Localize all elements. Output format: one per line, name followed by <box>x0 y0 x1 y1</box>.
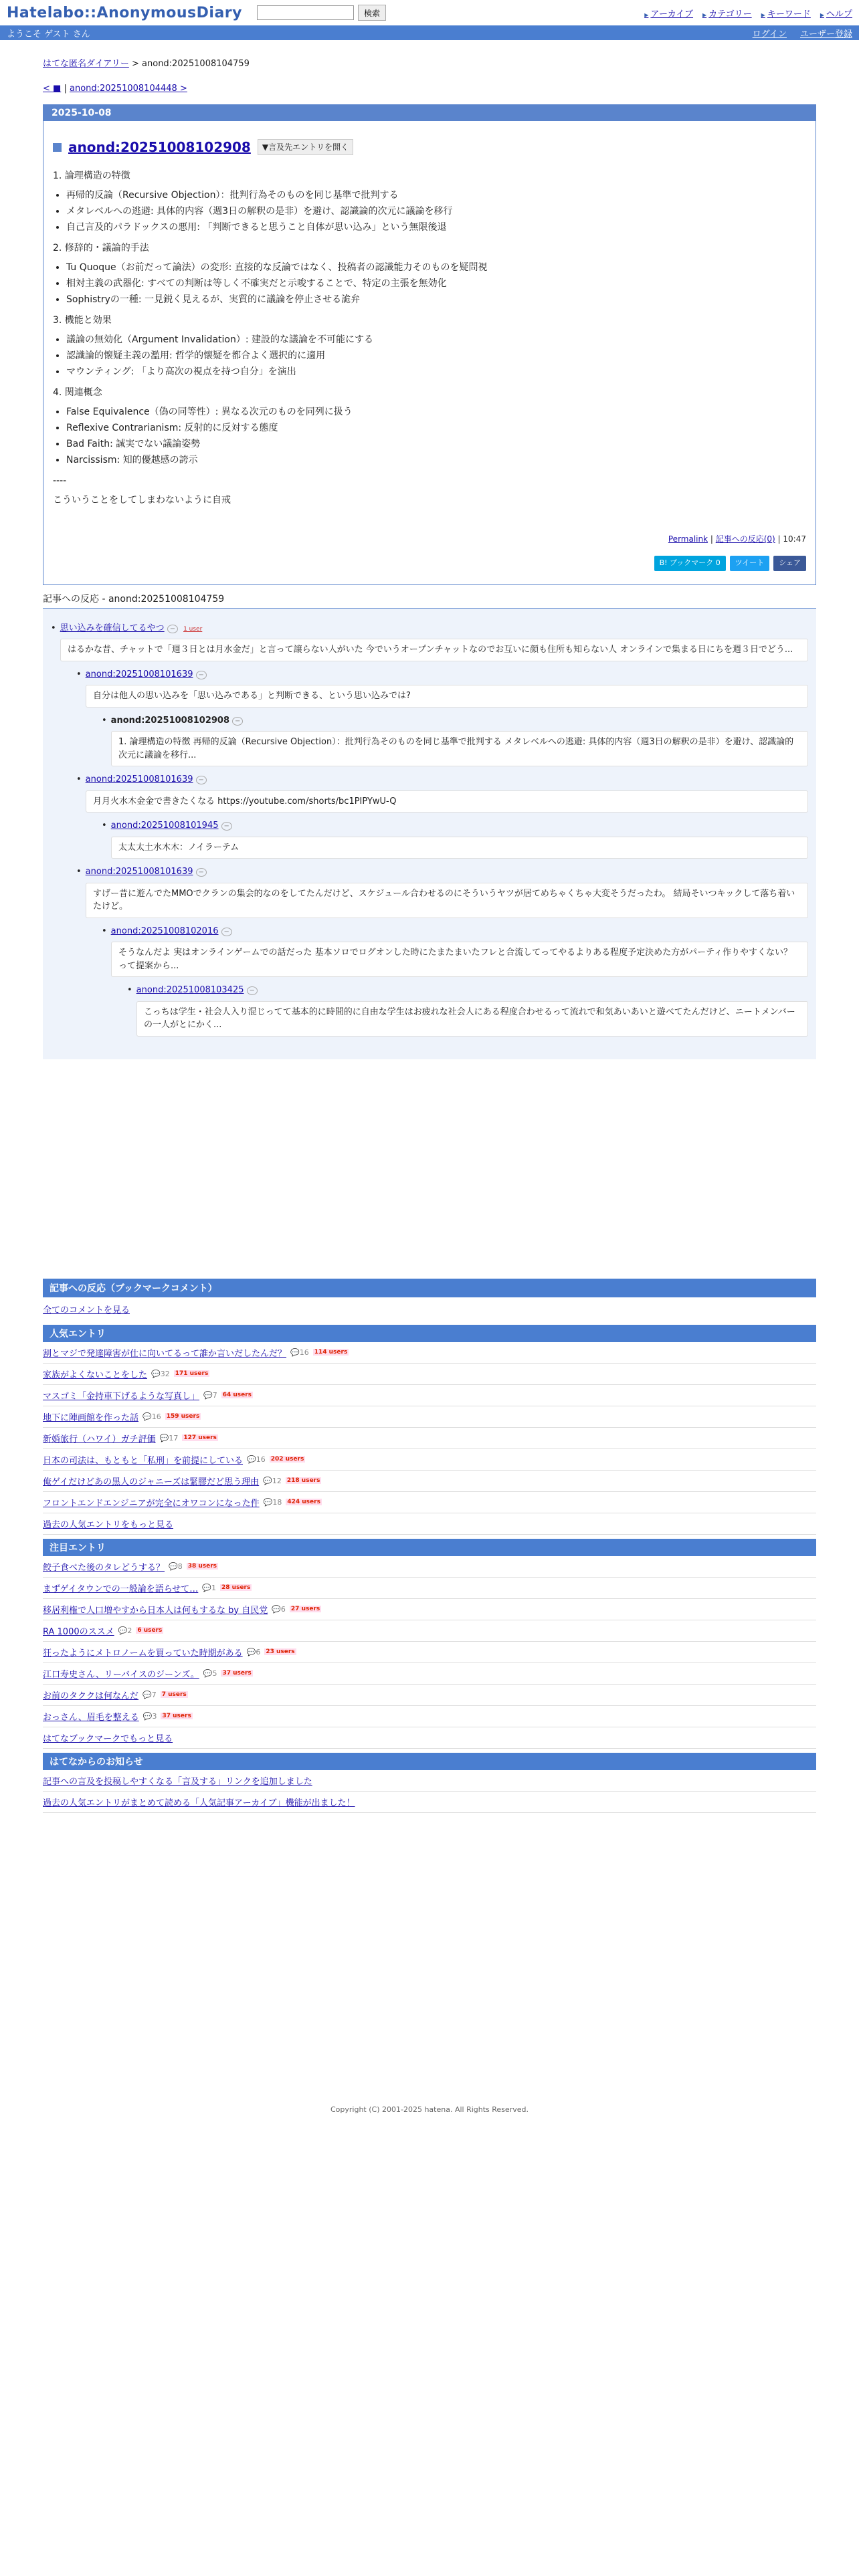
login-link[interactable]: ログイン <box>752 29 787 39</box>
next-link[interactable]: anond:20251008104448 > <box>69 84 187 94</box>
comment-count: 💬17 <box>159 1433 179 1442</box>
response-link[interactable]: anond:20251008101639 <box>85 774 193 784</box>
collapse-icon[interactable]: − <box>196 776 207 784</box>
response-node <box>76 773 808 859</box>
notable-heading: 注目エントリ <box>43 1539 816 1556</box>
bookmark-users[interactable]: 28 users <box>221 1584 251 1591</box>
bookmark-users[interactable]: 37 users <box>162 1713 191 1719</box>
responses-tree <box>43 608 816 1059</box>
link-archive[interactable]: ▶ アーカイブ <box>644 7 693 19</box>
facebook-share-button[interactable]: シェア <box>773 556 806 571</box>
square-icon <box>53 143 62 152</box>
bookmark-users[interactable]: 38 users <box>187 1563 217 1570</box>
response-link[interactable]: anond:20251008102908 <box>110 715 230 726</box>
notable-list <box>43 1556 816 1727</box>
bookmark-users[interactable]: 114 users <box>314 1349 348 1356</box>
collapse-icon[interactable]: − <box>167 625 178 633</box>
section-item: • Reflexive Contrarianism: 反射的に反対する態度 <box>66 421 806 435</box>
entry-row <box>43 1706 816 1727</box>
section-item: • 相対主義の武器化: すべての判断は等しく不確実だと示唆することで、特定の主張を無効化 <box>66 277 806 291</box>
open-reference-button[interactable]: ▼言及先エントリを開く <box>258 139 353 155</box>
popular-list <box>43 1342 816 1513</box>
response-head <box>127 984 808 997</box>
section-item: • 認識論的懐疑主義の濫用: 哲学的懐疑を都合よく選択的に適用 <box>66 349 806 363</box>
entry-row <box>43 1599 816 1620</box>
comment-count: 💬7 <box>142 1690 157 1699</box>
response-text: はるかな昔、チャットで「週３日とは月水金だ」と言って譲らない人がいた 今でいうオープンチャットなのでお互いに顔も住所も知らない人 オンラインで集まる日にちを週３日でどう... <box>60 639 808 661</box>
section-item: • Bad Faith: 誠実でない議論姿勢 <box>66 437 806 451</box>
response-link[interactable]: anond:20251008102016 <box>110 926 219 936</box>
entry-link[interactable]: 俺ゲイだけどあの黒人のジャニーズは緊膠だど思う理由 <box>43 1477 260 1487</box>
entry-title[interactable]: anond:20251008102908 <box>68 139 251 155</box>
section-list <box>53 405 806 467</box>
footer: Copyright (C) 2001-2025 hatena. All Rights Reserved. <box>330 2105 529 2114</box>
response-node <box>76 668 808 767</box>
bookmark-users[interactable]: 37 users <box>222 1670 252 1677</box>
entry-row <box>43 1385 816 1406</box>
all-comments-link[interactable]: 全てのコメントを見る <box>43 1305 130 1315</box>
comment-count: 💬16 <box>142 1412 161 1421</box>
section-item: • Tu Quoque（お前だって論法）の変形: 直接的な反論ではなく、投稿者の認識能力そのものを疑問視 <box>66 261 806 275</box>
entry-time: 10:47 <box>783 534 806 544</box>
response-node <box>127 984 808 1037</box>
entry-row <box>43 1471 816 1492</box>
response-node <box>102 819 808 859</box>
notice-link[interactable]: 記事への言及を投稿しやすくなる「言及する」リンクを追加しました <box>43 1776 312 1787</box>
entry-link[interactable]: 江口寿史さん、リーバイスのジーンズ。 <box>43 1669 199 1680</box>
entry-row <box>43 1620 816 1642</box>
response-link[interactable]: anond:20251008101945 <box>110 821 219 831</box>
entry-link[interactable]: フロントエンドエンジニアが完全にオワコンになった件 <box>43 1498 260 1509</box>
user-count[interactable]: 1 user <box>183 625 203 633</box>
section-heading: 2. 修辞的・議論的手法 <box>53 243 149 253</box>
response-text: そうなんだよ 実はオンラインゲームでの話だった 基本ソロでログオンした時にたまたまいたフレと合流してってやるよりある程度予定決めた方がパーティ作りやすくない？って提案から... <box>111 942 808 977</box>
entry-link[interactable]: 新婚旅行（ハワイ）ガチ評価 <box>43 1434 156 1444</box>
search-input[interactable] <box>257 5 354 20</box>
collapse-icon[interactable]: − <box>196 671 207 679</box>
response-children <box>127 984 808 1037</box>
main-content <box>43 56 816 1813</box>
entry-sections <box>53 169 806 467</box>
entry-link[interactable]: RA 1000のススメ <box>43 1626 114 1637</box>
breadcrumb: はてな匿名ダイアリー > anond:20251008104759 <box>43 59 250 69</box>
response-link[interactable]: anond:20251008103425 <box>136 985 244 995</box>
entry-closing: こういうことをしてしまわないように自戒 <box>53 495 231 506</box>
response-head <box>51 622 808 635</box>
entry-row <box>43 1685 816 1706</box>
link-keyword[interactable]: ▶ キーワード <box>761 7 811 19</box>
tweet-button[interactable]: ツイート <box>730 556 769 571</box>
comment-count: 💬6 <box>246 1647 261 1656</box>
response-node <box>102 714 808 767</box>
bookmark-users[interactable]: 159 users <box>166 1413 200 1420</box>
collapse-icon[interactable]: − <box>221 822 232 831</box>
bookmark-users[interactable]: 171 users <box>175 1370 209 1377</box>
entry-link[interactable]: マスゴミ「金持車下げるような写真し」 <box>43 1391 200 1402</box>
response-text: 月月火水木金金で書きたくなる https://youtube.com/shorts/bc1PIPYwU-Q <box>86 790 808 813</box>
user-bar <box>0 25 859 40</box>
comment-count: 💬16 <box>290 1348 309 1357</box>
response-node <box>76 865 808 1037</box>
entry-row <box>43 1428 816 1449</box>
comment-count: 💬8 <box>169 1562 183 1571</box>
entry-footer: Permalink | 記事への反応(0) | 10:47 <box>668 534 806 544</box>
crumb-current: anond:20251008104759 <box>142 59 250 69</box>
entry-link[interactable]: お前のタククは何なんだ <box>43 1691 139 1701</box>
comment-count: 💬18 <box>263 1497 282 1507</box>
bookmark-users[interactable]: 202 users <box>270 1456 304 1463</box>
share-buttons <box>53 556 806 571</box>
crumb-home[interactable]: はてな匿名ダイアリー <box>43 59 129 69</box>
notice-heading: はてなからのお知らせ <box>43 1753 816 1770</box>
section-item: • Sophistryの一種: 一見鋭く見えるが、実質的に議論を停止させる詭弁 <box>66 293 806 307</box>
bookmark-users[interactable]: 64 users <box>222 1392 252 1398</box>
register-link[interactable]: ユーザー登録 <box>799 29 852 39</box>
section-item: • メタレベルへの逃避: 具体的内容（週3日の解釈の是非）を避け、認識論的次元に議論を移行 <box>66 205 806 219</box>
response-head <box>102 714 808 728</box>
search-button[interactable]: 検索 <box>358 5 386 21</box>
response-node <box>102 925 808 1037</box>
response-link[interactable]: anond:20251008101639 <box>85 867 193 877</box>
link-help[interactable]: ▶ ヘルプ <box>820 7 852 19</box>
responses-link[interactable]: 記事への反応(0) <box>715 534 775 544</box>
bookmark-heading: 記事への反応（ブックマークコメント） <box>43 1279 816 1297</box>
entry-body <box>43 121 816 584</box>
response-text: 1. 論理構造の特徴 再帰的反論（Recursive Objection）：批判行為そのものを同じ基準で批判する メタレベルへの逃避: 具体的内容（週3日の解釈の是非）を避け、認識論的次元に議論を移行... <box>111 731 808 766</box>
collapse-icon[interactable]: − <box>221 928 232 936</box>
entry-link[interactable]: 割とマジで発達障害が仕に向いてるって誰か言いだしたんだ？ <box>43 1348 287 1359</box>
entry-link[interactable]: 移居利権で人口増やすから日本人は何もするな by 自民党 <box>43 1605 268 1616</box>
entry-link[interactable]: 餃子食べた後のタレどうする？ <box>43 1562 165 1573</box>
response-text: 太太太土水木木：ノイラーテム <box>111 837 808 859</box>
top-bar <box>0 0 859 25</box>
section-item: • False Equivalence（偽の同等性）: 異なる次元のものを同列に扱う <box>66 405 806 419</box>
response-node <box>51 622 808 1037</box>
popular-more-link[interactable]: 過去の人気エントリをもっと見る <box>43 1519 174 1530</box>
permalink[interactable]: Permalink <box>668 534 708 544</box>
section-item: • マウンティング: 「より高次の視点を持つ自分」を演出 <box>66 365 806 379</box>
top-links <box>644 7 852 19</box>
comment-count: 💬5 <box>203 1669 217 1678</box>
section-list <box>53 189 806 235</box>
entry-row <box>43 1556 816 1578</box>
bookmark-users[interactable]: 27 users <box>290 1606 320 1612</box>
entry-link[interactable]: 狂ったようにメトロノームを買っていた時期がある <box>43 1648 243 1658</box>
entry-row <box>43 1663 816 1685</box>
comment-count: 💬7 <box>203 1390 217 1400</box>
entry-row <box>43 1578 816 1599</box>
bookmark-users[interactable]: 424 users <box>287 1499 320 1505</box>
entry-date: 2025-10-08 <box>43 105 816 121</box>
entry-row <box>43 1342 816 1364</box>
collapse-icon[interactable]: − <box>232 717 243 726</box>
response-children <box>102 819 808 859</box>
response-text: 自分は他人の思い込みを「思い込みである」と判断できる、という思い込みでは? <box>86 685 808 708</box>
comment-count: 💬2 <box>118 1626 132 1635</box>
entry-link[interactable]: 地下に陣画館を作った話 <box>43 1412 139 1423</box>
site-logo[interactable]: Hatelabo::AnonymousDiary <box>7 4 242 21</box>
responses-heading: 記事への反応 - anond:20251008104759 <box>43 593 225 605</box>
response-link[interactable]: anond:20251008101639 <box>85 669 193 679</box>
popular-heading: 人気エントリ <box>43 1325 816 1342</box>
welcome-text: ようこそ ゲスト さん <box>7 29 90 39</box>
response-link[interactable]: 思い込みを確信してるやつ <box>60 623 165 633</box>
entry <box>43 104 816 585</box>
pager: < ■ | anond:20251008104448 > <box>43 84 187 94</box>
response-head <box>102 925 808 938</box>
comment-count: 💬32 <box>151 1369 170 1378</box>
comment-count: 💬16 <box>247 1455 266 1464</box>
section-item: • 議論の無効化（Argument Invalidation）: 建設的な議論を不可能にする <box>66 333 806 347</box>
section-list <box>53 333 806 379</box>
section-item: • 自己言及的パラドックスの悪用: 「判断できると思うこと自体が思い込み」という無限後退 <box>66 221 806 235</box>
response-children <box>102 714 808 767</box>
response-head <box>76 773 808 786</box>
entry-row <box>43 1449 816 1471</box>
entry-link[interactable]: まずゲイタウンでの一般論を語らせて… <box>43 1584 199 1594</box>
bookmark-users[interactable]: 218 users <box>286 1477 320 1484</box>
section-item: • Narcissism: 知的優越感の誇示 <box>66 453 806 467</box>
entry-row <box>43 1642 816 1663</box>
section-heading: 3. 機能と効果 <box>53 315 112 326</box>
entry-link[interactable]: おっさん、眉毛を整える <box>43 1712 139 1723</box>
entry-row <box>43 1364 816 1385</box>
bookmark-users[interactable]: 127 users <box>183 1434 217 1441</box>
section-list <box>53 261 806 307</box>
response-head <box>76 865 808 879</box>
collapse-icon[interactable]: − <box>196 868 207 877</box>
entry-row <box>43 1406 816 1428</box>
link-category[interactable]: ▶ カテゴリー <box>702 7 752 19</box>
response-children <box>76 668 808 1037</box>
response-text: こっちは学生・社会人入り混じってて基本的に時間的に自由な学生はお疲れな社会人にある程度合わせるって流れで和気あいあいと遊べてたんだけど、ニートメンバーの一人がとにかく... <box>136 1001 808 1037</box>
entry-link[interactable]: 家族がよくないことをした <box>43 1370 148 1380</box>
notice-link[interactable]: 過去の人気エントリがまとめて読める「人気記事アーカイブ」機能が出ました！ <box>43 1798 355 1808</box>
response-head <box>102 819 808 833</box>
bookmark-users[interactable]: 6 users <box>137 1627 163 1634</box>
response-head <box>76 668 808 681</box>
comment-count: 💬3 <box>142 1711 157 1721</box>
prev-link[interactable]: < ■ <box>43 84 62 94</box>
section-item: • 再帰的反論（Recursive Objection）：批判行為そのものを同じ基準で批判する <box>66 189 806 203</box>
comment-count: 💬12 <box>263 1476 282 1485</box>
comment-count: 💬1 <box>202 1583 217 1592</box>
response-text: すげー昔に遊んでたMMOでクランの集会的なのをしてたんだけど、スケジュール合わせるのにそういうヤツが居てめちゃくちゃ大変そうだったわ。 結局そいつキックして落ち着いたけど。 <box>86 883 808 918</box>
entry-dash: ---- <box>53 475 67 486</box>
hatena-bookmark-button[interactable]: B! ブックマーク 0 <box>654 556 726 571</box>
entry-row <box>43 1492 816 1513</box>
section-heading: 1. 論理構造の特徴 <box>53 171 130 181</box>
comment-count: 💬6 <box>272 1604 286 1614</box>
bookmark-users[interactable]: 7 users <box>161 1691 187 1698</box>
response-children <box>102 925 808 1037</box>
notable-more-link[interactable]: はてなブックマークでもっと見る <box>43 1733 173 1744</box>
bookmark-users[interactable]: 23 users <box>266 1648 295 1655</box>
section-heading: 4. 関連概念 <box>53 387 102 398</box>
collapse-icon[interactable]: − <box>247 986 258 995</box>
entry-link[interactable]: 日本の司法は、もともと「私刑」を前提にしている <box>43 1455 244 1466</box>
